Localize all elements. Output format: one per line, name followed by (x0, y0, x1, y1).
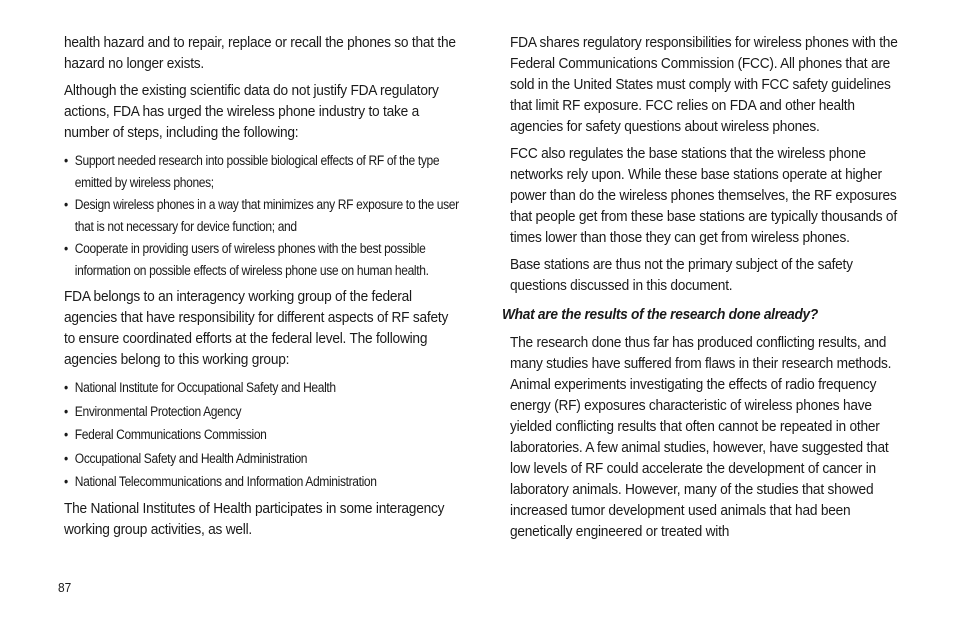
right-column (502, 33, 910, 549)
right-paragraph-3: Base stations are thus not the primary subject of the safety questions discussed in this document. (510, 257, 853, 294)
page-number: 87 (58, 580, 72, 595)
fda-steps-list (64, 150, 464, 281)
list-item: • Cooperate in providing users of wireless phones with the best possible information on possible effects of wireless phone use on human health. (64, 238, 471, 281)
left-paragraph-1: health hazard and to repair, replace or recall the phones so that the hazard no longer exists. (64, 35, 456, 72)
left-column (64, 33, 464, 547)
list-item: • National Telecommunications and Information Administration (64, 471, 471, 493)
list-item: • National Institute for Occupational Safety and Health (64, 377, 471, 399)
left-paragraph-4: The National Institutes of Health participates in some interagency working group activities, as well. (64, 500, 445, 538)
left-paragraph-3: FDA belongs to an interagency working group of the federal agencies that have responsibility for different aspects of RF safety to ensure coordinated efforts at the federal level. The following agencies belong to this working group: (64, 289, 449, 368)
right-paragraph-2: FCC also regulates the base stations that the wireless phone networks rely upon. While these base stations operate at higher power than do the wireless phones themselves, the RF exposures that people get from these base stations are typically thousands of times lower than those they can get from wireless phones. (510, 146, 897, 246)
list-item: • Design wireless phones in a way that minimizes any RF exposure to the user that is not necessary for device function; and (64, 194, 471, 237)
list-item: • Support needed research into possible biological effects of RF of the type emitted by wireless phones; (64, 150, 471, 193)
list-item: • Occupational Safety and Health Administration (64, 448, 471, 470)
right-paragraph-1: FDA shares regulatory responsibilities for wireless phones with the Federal Communications Commission (FCC). All phones that are sold in the United States must comply with FCC safety guidelines that limit RF exposure. FCC relies on FDA and other health agencies for safety questions about wireless phones. (510, 35, 898, 135)
left-paragraph-2: Although the existing scientific data do not justify FDA regulatory actions, FDA has urged the wireless phone industry to take a number of steps, including the following: (64, 83, 439, 141)
agencies-list (64, 377, 464, 493)
list-item: • Federal Communications Commission (64, 424, 471, 446)
list-item: • Environmental Protection Agency (64, 401, 471, 423)
section-heading: What are the results of the research done already? (502, 307, 819, 323)
right-paragraph-4: The research done thus far has produced conflicting results, and many studies have suffered from flaws in their research methods. Animal experiments investigating the effects of radio frequency energy (RF) exposures characteristic of wireless phones have yielded conflicting results that often cannot be repeated in other laboratories. A few animal studies, however, have suggested that low levels of RF could accelerate the development of cancer in laboratory animals. However, many of the studies that showed increased tumor development used animals that had been genetically engineered or treated with (510, 335, 892, 540)
